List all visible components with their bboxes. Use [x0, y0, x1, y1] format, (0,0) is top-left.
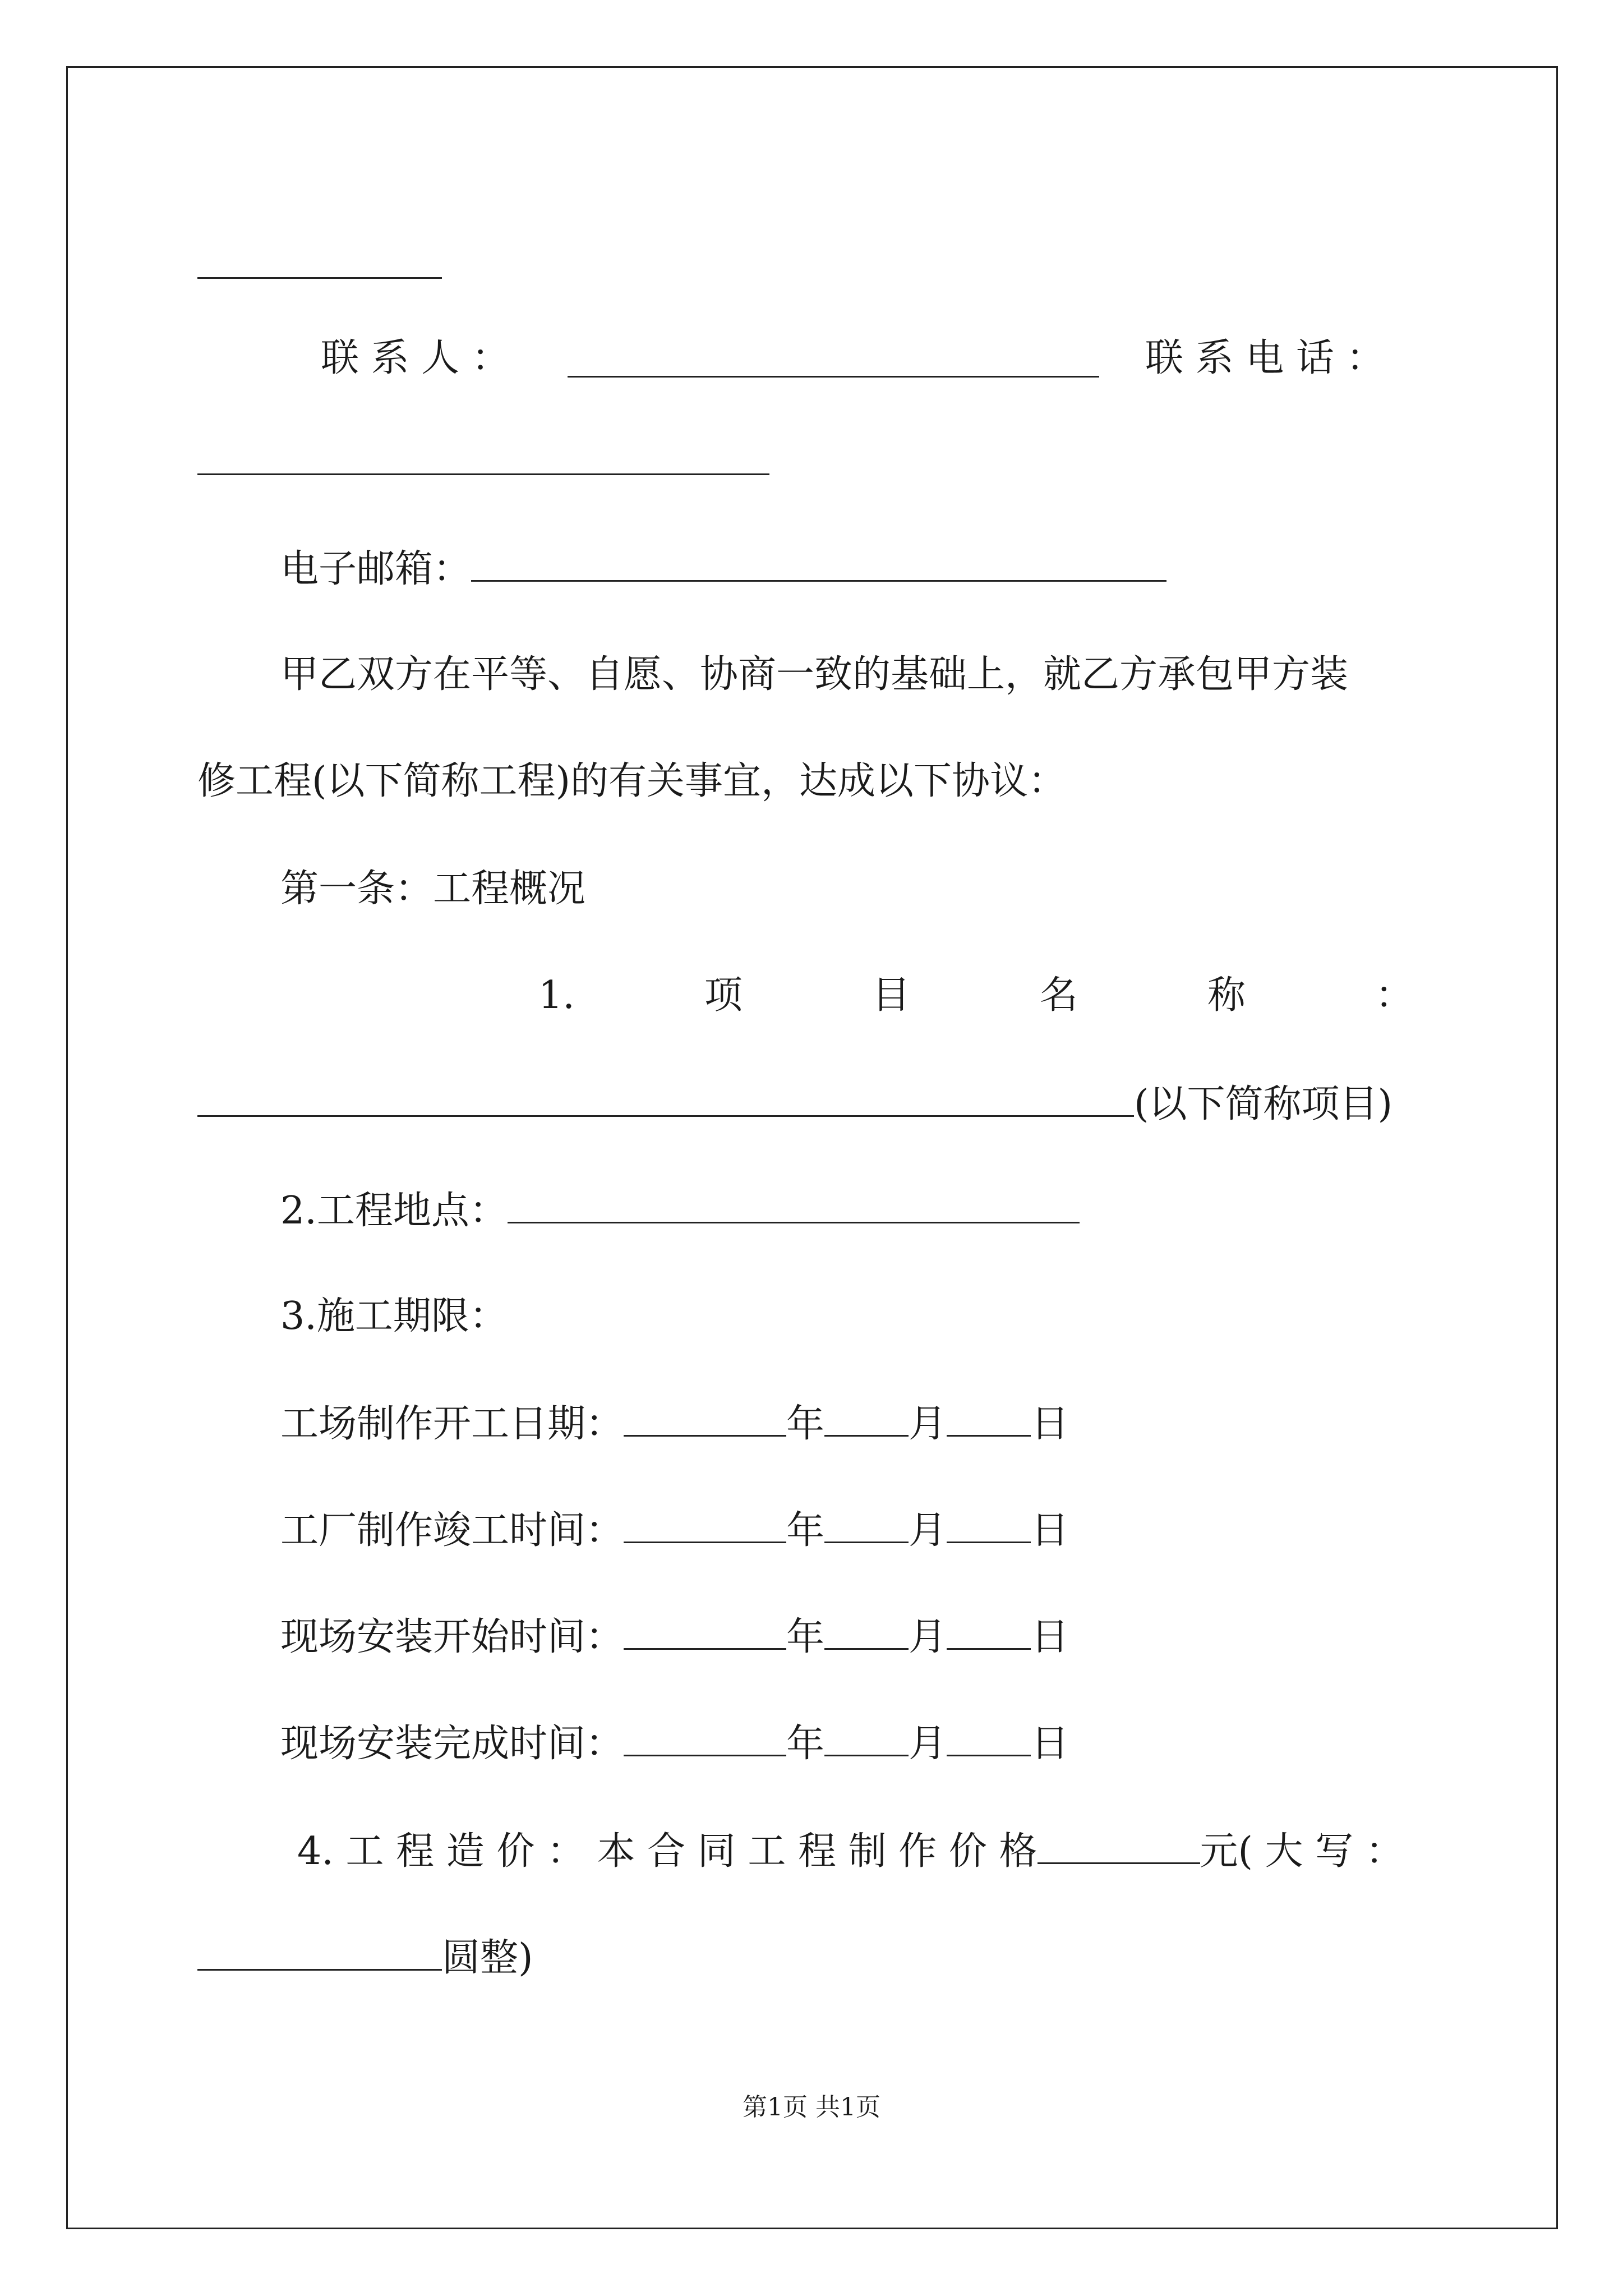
- page-footer: 第1页 共1页: [743, 2093, 880, 2122]
- phone-blank-line: [197, 431, 1431, 493]
- year-field[interactable]: [624, 1392, 786, 1437]
- item4-line-2: [197, 1926, 1431, 1988]
- item1-char: ：: [1375, 973, 1413, 1018]
- month-field[interactable]: [824, 1392, 909, 1437]
- page-frame: [66, 66, 1558, 2229]
- price-field[interactable]: [1038, 1820, 1200, 1864]
- item1-blank-line: [197, 1073, 1431, 1134]
- month-unit: 月: [909, 1508, 947, 1553]
- year-unit: 年: [786, 1508, 825, 1553]
- date-row-label: 现场安装完成时间：: [280, 1722, 624, 1766]
- contact-person-label: 联 系 人 ：: [321, 336, 510, 380]
- email-field[interactable]: [471, 537, 1166, 582]
- year-field[interactable]: [624, 1712, 786, 1756]
- day-field[interactable]: [947, 1499, 1031, 1543]
- day-unit: 日: [1031, 1722, 1069, 1766]
- day-field[interactable]: [947, 1712, 1031, 1756]
- month-field[interactable]: [824, 1499, 909, 1543]
- date-row: [197, 1712, 1514, 1774]
- year-unit: 年: [786, 1722, 825, 1766]
- contact-line: [197, 328, 1431, 389]
- item1-char: 名: [1039, 973, 1078, 1018]
- item4-unit: 元: [1200, 1829, 1238, 1874]
- day-field[interactable]: [947, 1605, 1031, 1650]
- year-unit: 年: [786, 1615, 825, 1659]
- year-unit: 年: [786, 1402, 825, 1446]
- contact-person-field[interactable]: [568, 333, 1099, 378]
- contact-phone-label: 联 系 电 话 ：: [1145, 336, 1385, 380]
- item4-paren: ( 大 写 ：: [1238, 1829, 1404, 1874]
- month-field[interactable]: [824, 1712, 909, 1756]
- day-field[interactable]: [947, 1392, 1031, 1437]
- date-row: [197, 1499, 1514, 1561]
- price-uppercase-field[interactable]: [197, 1926, 442, 1971]
- date-row: [197, 1392, 1514, 1454]
- email-line: [197, 537, 1514, 599]
- year-field[interactable]: [624, 1605, 786, 1650]
- item1-number: 1.: [538, 973, 575, 1018]
- intro-line-1: 甲乙双方在平等、自愿、协商一致的基础上，就乙方承包甲方装: [280, 652, 1349, 697]
- item1-suffix: (以下简称项目): [1134, 1082, 1393, 1126]
- month-unit: 月: [909, 1615, 947, 1659]
- project-name-field[interactable]: [197, 1073, 1134, 1117]
- item3-label: 3.施工期限：: [280, 1294, 508, 1338]
- item1-char: 目: [872, 973, 910, 1018]
- date-row-label: 现场安装开始时间：: [280, 1615, 624, 1659]
- day-unit: 日: [1031, 1402, 1069, 1446]
- day-unit: 日: [1031, 1615, 1069, 1659]
- day-unit: 日: [1031, 1508, 1069, 1553]
- item4-line: [297, 1820, 1419, 1881]
- item2-label: 2.工程地点：: [280, 1189, 508, 1233]
- item2-line: [197, 1179, 1514, 1241]
- email-label: 电子邮箱：: [280, 547, 472, 591]
- blank-line-top: [197, 234, 1431, 296]
- month-unit: 月: [909, 1402, 947, 1446]
- blank-field[interactable]: [197, 234, 442, 279]
- intro-line-2: 修工程(以下简称工程)的有关事宜，达成以下协议：: [197, 759, 1067, 803]
- item1-heading: [538, 965, 1413, 1027]
- date-row: [197, 1605, 1514, 1667]
- date-row-label: 工厂制作竣工时间：: [280, 1508, 624, 1553]
- article1-title: 第一条：工程概况: [280, 867, 586, 911]
- month-field[interactable]: [824, 1605, 909, 1650]
- location-field[interactable]: [508, 1179, 1080, 1223]
- contact-phone-field[interactable]: [197, 431, 769, 475]
- item4-tail: 圆整): [442, 1936, 533, 1980]
- item1-char: 称: [1207, 973, 1246, 1018]
- item1-char: 项: [704, 973, 743, 1018]
- year-field[interactable]: [624, 1499, 786, 1543]
- month-unit: 月: [909, 1722, 947, 1766]
- item4-label: 4. 工 程 造 价 ： 本 合 同 工 程 制 作 价 格: [297, 1829, 1038, 1874]
- date-row-label: 工场制作开工日期：: [280, 1402, 624, 1446]
